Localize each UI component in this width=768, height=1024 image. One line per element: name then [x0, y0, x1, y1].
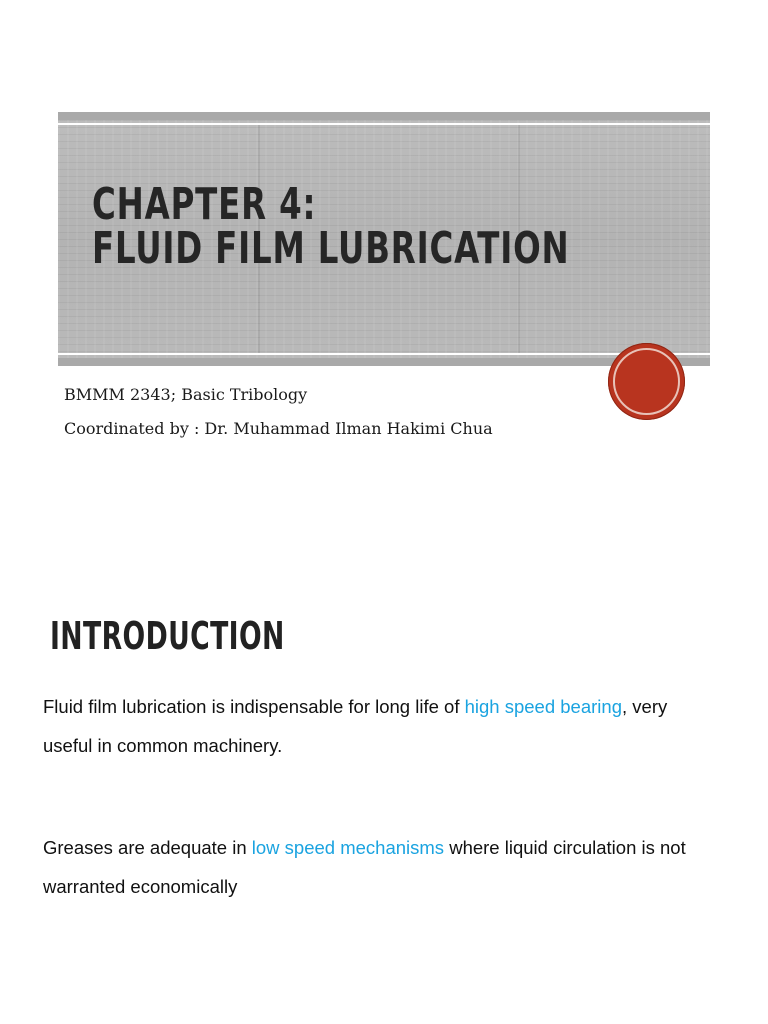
paragraph-1-tail: , very useful in common machinery.	[43, 696, 668, 756]
banner-bottom-rule	[58, 353, 710, 355]
title-banner	[58, 112, 710, 366]
paragraph-1	[43, 687, 703, 765]
course-code: BMMM 2343; Basic Tribology	[64, 385, 308, 404]
banner-top-rule	[58, 123, 710, 125]
badge-ring	[613, 348, 680, 415]
section-heading: INTRODUCTION	[50, 614, 285, 658]
decorative-circle-badge	[608, 343, 685, 420]
paragraph-2-highlight: low speed mechanisms	[251, 837, 445, 858]
introduction-slide	[0, 560, 768, 1024]
coordinator: Coordinated by : Dr. Muhammad Ilman Hakimi Chua	[64, 419, 493, 438]
chapter-title-line1: CHAPTER 4:	[92, 179, 317, 230]
paragraph-1-text: Fluid film lubrication is indispensable for long life of	[43, 696, 465, 717]
paragraph-1-highlight: high speed bearing	[464, 696, 622, 717]
banner-top-band	[58, 112, 710, 120]
chapter-title-line2: FLUID FILM LUBRICATION	[92, 223, 570, 274]
paragraph-2-tail: where liquid circulation is not warranted economically	[43, 837, 686, 897]
paragraph-2-text: Greases are adequate in	[43, 837, 252, 858]
paragraph-2	[43, 828, 703, 906]
